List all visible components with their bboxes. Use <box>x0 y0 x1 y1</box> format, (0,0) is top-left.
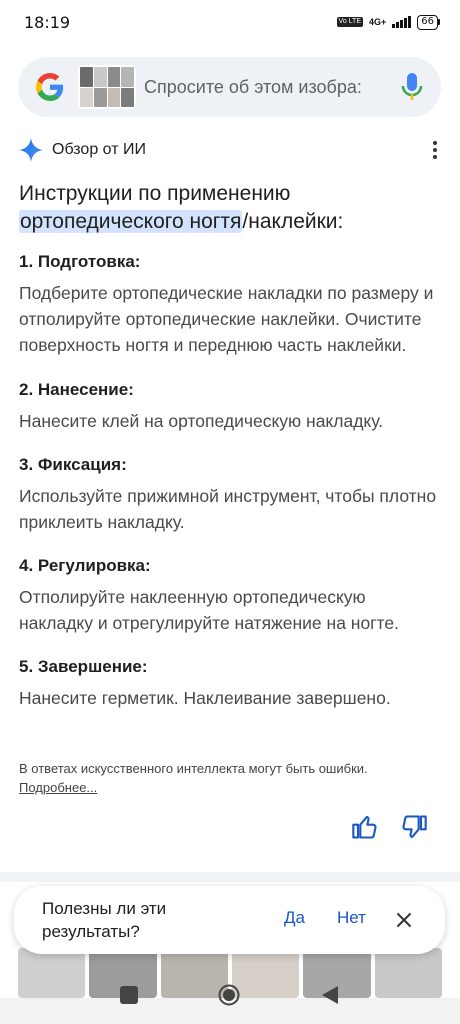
mic-icon[interactable] <box>401 72 423 102</box>
step-item <box>19 378 439 434</box>
disclaimer-text: В ответах искусственного интеллекта могут быть ошибки. <box>19 761 368 776</box>
step-title: 2. Нанесение: <box>19 380 134 399</box>
step-title: 4. Регулировка: <box>19 556 151 575</box>
battery-level: 66 <box>417 15 438 30</box>
feedback-no-button[interactable]: Нет <box>337 908 366 927</box>
image-result[interactable] <box>375 948 442 998</box>
step-body: Используйте прижимной инструмент, чтобы плотно приклеить накладку. <box>19 486 437 532</box>
ai-overview-content <box>19 180 439 711</box>
status-indicators <box>337 15 440 30</box>
status-time: 18:19 <box>24 12 71 32</box>
step-body: Нанесите герметик. Наклеивание завершено. <box>19 688 391 708</box>
thumbs-down-icon[interactable] <box>400 813 428 841</box>
step-title: 3. Фиксация: <box>19 455 127 474</box>
status-bar <box>0 0 460 44</box>
ai-overview-header <box>18 134 442 166</box>
step-title: 5. Завершение: <box>19 657 148 676</box>
recents-button[interactable] <box>120 986 138 1004</box>
back-button[interactable] <box>321 985 339 1005</box>
close-icon[interactable] <box>395 911 413 929</box>
heading-highlight[interactable]: ортопедического ногтя <box>20 210 242 233</box>
step-item <box>19 453 439 535</box>
heading-text-after: /наклейки: <box>242 210 344 233</box>
network-type: 4G+ <box>369 16 387 27</box>
image-result[interactable] <box>232 948 299 998</box>
thumbs-up-icon[interactable] <box>351 813 379 841</box>
step-body: Подберите ортопедические накладки по размеру и отполируйте ортопедические наклейки. Очистите поверхность ногтя и переднюю часть наклейки. <box>19 283 434 355</box>
step-body: Отполируйте наклеенную ортопедическую накладку и отрегулируйте натяжение на ногте. <box>19 587 399 633</box>
search-bar[interactable] <box>18 57 441 117</box>
ai-disclaimer <box>19 759 439 797</box>
search-input[interactable]: Спросите об этом изобра: <box>144 76 362 97</box>
feedback-yes-button[interactable]: Да <box>284 908 305 927</box>
step-item <box>19 554 439 636</box>
section-divider <box>0 872 460 882</box>
more-vert-icon[interactable] <box>432 140 438 160</box>
query-image-thumbnail[interactable] <box>78 65 136 109</box>
ai-overview-title: Обзор от ИИ <box>52 141 146 158</box>
image-result[interactable] <box>18 948 85 998</box>
feedback-card <box>14 886 445 954</box>
answer-heading <box>19 180 439 236</box>
heading-text-before: Инструкции по применению <box>19 182 291 205</box>
step-item <box>19 655 439 711</box>
signal-icon <box>392 16 411 28</box>
feedback-question: Полезны ли эти результаты? <box>42 899 167 941</box>
gemini-spark-icon <box>18 137 44 163</box>
step-title: 1. Подготовка: <box>19 252 141 271</box>
google-g-logo[interactable] <box>36 73 64 101</box>
battery-icon <box>417 15 440 30</box>
step-item <box>19 250 439 358</box>
learn-more-link[interactable]: Подробнее... <box>19 780 98 795</box>
volte-badge: Vo LTE <box>338 18 361 25</box>
home-button[interactable] <box>218 984 240 1006</box>
step-body: Нанесите клей на ортопедическую накладку. <box>19 411 384 431</box>
